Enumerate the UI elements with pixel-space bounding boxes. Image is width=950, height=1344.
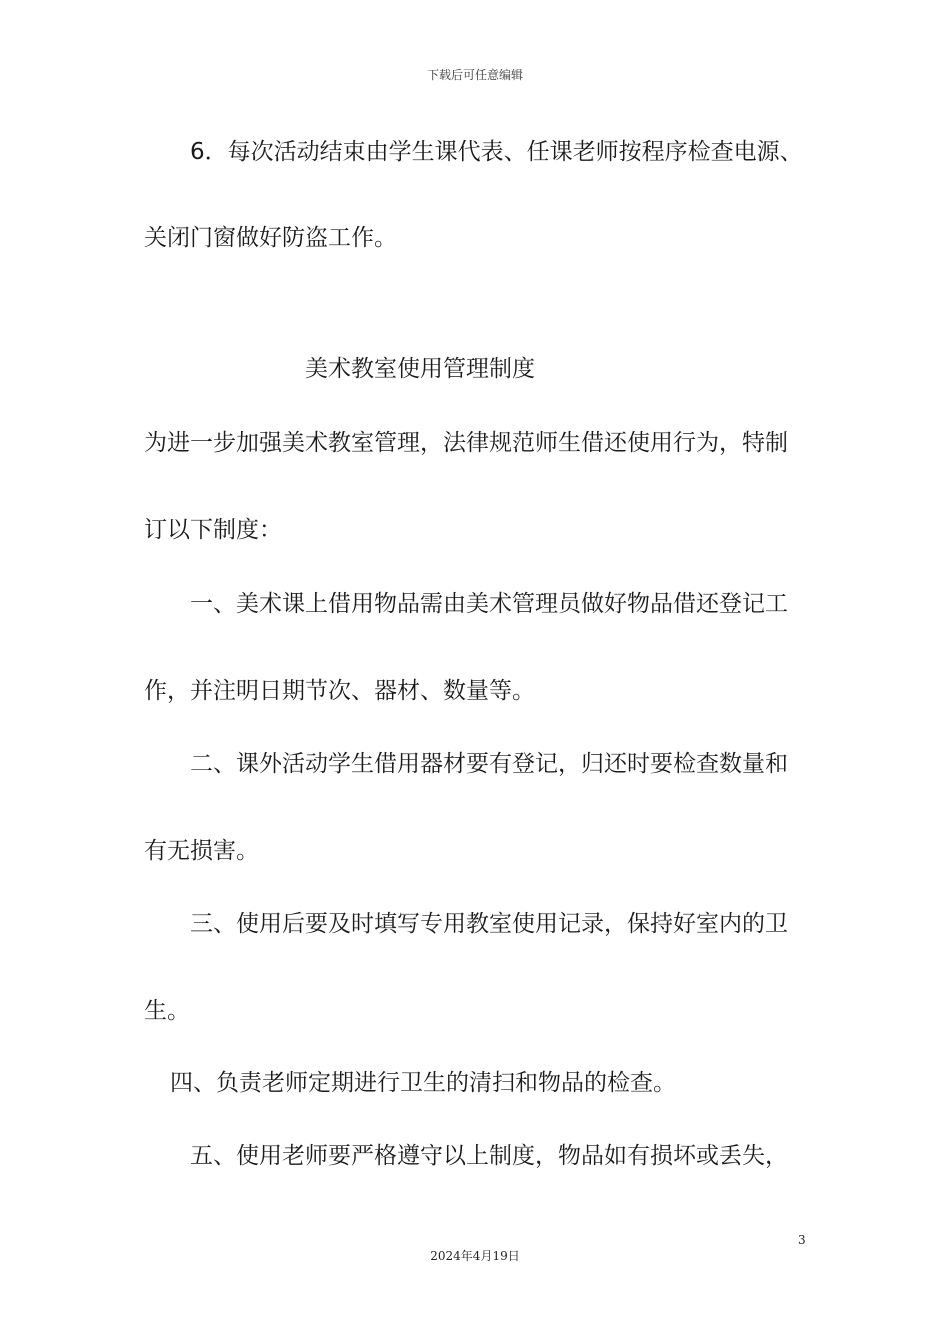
paragraph-line: 二、课外活动学生借用器材要有登记，归还时要检查数量和	[190, 751, 788, 777]
paragraph-line: 三、使用后要及时填写专用教室使用记录，保持好室内的卫	[190, 911, 788, 937]
page-number: 3	[798, 1233, 806, 1247]
paragraph-line: 四、负责老师定期进行卫生的清扫和物品的检查。	[170, 1070, 676, 1096]
footer-date: 2024年4月19日	[430, 1249, 520, 1263]
section-title: 美术教室使用管理制度	[305, 356, 535, 382]
paragraph-line: 关闭门窗做好防盗工作。	[144, 225, 397, 251]
paragraph-line: 一、美术课上借用物品需由美术管理员做好物品借还登记工	[190, 591, 788, 617]
paragraph-line: 有无损害。	[144, 838, 259, 864]
paragraph-line: 生。	[144, 998, 190, 1024]
paragraph-line: 作，并注明日期节次、器材、数量等。	[144, 678, 535, 704]
paragraph-line: 五、使用老师要严格遵守以上制度，物品如有损坏或丢失，	[190, 1143, 788, 1169]
paragraph-line: 为进一步加强美术教室管理，法律规范师生借还使用行为，特制	[144, 430, 788, 456]
paragraph-line: 订以下制度：	[144, 517, 282, 543]
page-header: 下载后可任意编辑	[426, 68, 523, 82]
paragraph-line: 6．每次活动结束由学生课代表、任课老师按程序检查电源、	[190, 139, 803, 165]
